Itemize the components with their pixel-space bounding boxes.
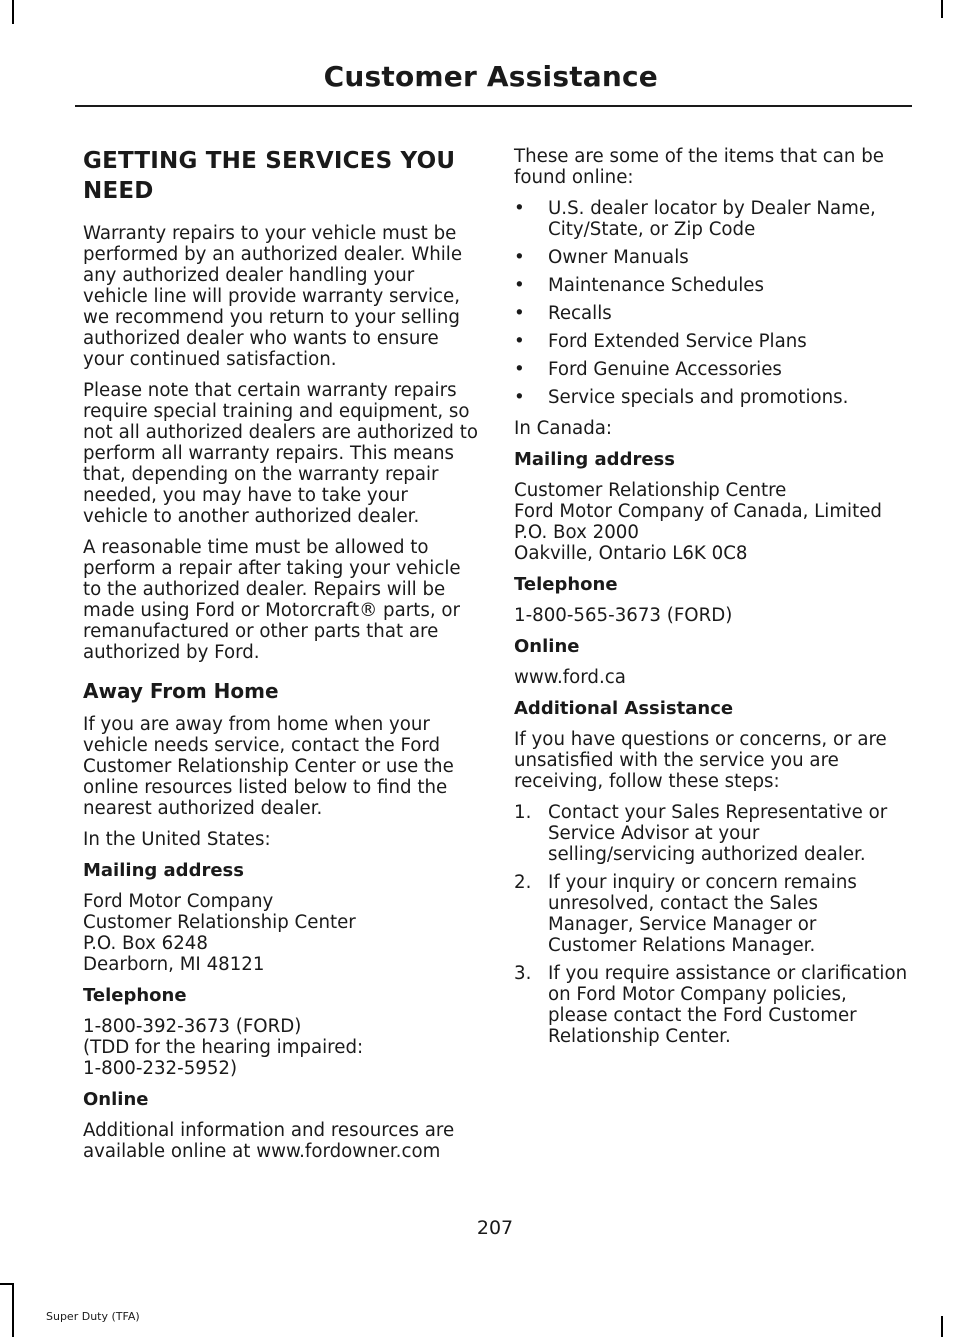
address-line: Ford Motor Company of Canada, Limited <box>514 501 882 522</box>
left-column <box>83 146 478 1172</box>
paragraph: A reasonable time must be allowed to perform a repair after taking your vehicle to the authorized dealer. Repairs will be made using Ford or Motorcraft® parts, or remanufactured or other parts that are authorized by Ford. <box>83 537 461 663</box>
bullet-mark: • <box>514 331 525 352</box>
list-item <box>514 303 909 324</box>
paragraph: If you have questions or concerns, or are unsatisfied with the service you are receiving, follow these steps: <box>514 729 887 792</box>
bullet-mark: • <box>514 359 525 380</box>
mailing-heading: Mailing address <box>514 449 675 470</box>
address-line: Customer Relationship Centre <box>514 480 787 501</box>
crop-mark-bottom-left-h <box>0 1283 14 1285</box>
online-url: www.ford.ca <box>514 667 626 688</box>
list-item <box>514 387 909 408</box>
step-item <box>514 872 909 956</box>
paragraph: Warranty repairs to your vehicle must be performed by an authorized dealer. While any authorized dealer handling your vehicle line will provide warranty service, we recommend you return to your selling authorized dealer who wants to ensure your continued satisfaction. <box>83 223 463 370</box>
step-number: 2. <box>514 872 532 893</box>
bullet-mark: • <box>514 275 525 296</box>
list-item-text: U.S. dealer locator by Dealer Name, City/State, or Zip Code <box>548 198 876 240</box>
online-heading: Online <box>83 1089 149 1110</box>
step-text: Contact your Sales Representative or Service Advisor at your selling/servicing authorized dealer. <box>548 802 888 865</box>
telephone-heading: Telephone <box>514 574 618 595</box>
right-column <box>514 146 909 1057</box>
step-text: If your inquiry or concern remains unresolved, contact the Sales Manager, Service Manager or Customer Relations Manager. <box>548 872 857 956</box>
address-line: Customer Relationship Center <box>83 912 356 933</box>
address-line: Dearborn, MI 48121 <box>83 954 265 975</box>
telephone-line: 1-800-232-5952) <box>83 1058 238 1079</box>
paragraph: If you are away from home when your vehicle needs service, contact the Ford Customer Relationship Center or use the online resources listed below to find the nearest authorized dealer. <box>83 714 454 819</box>
mailing-heading: Mailing address <box>83 860 244 881</box>
list-item-text: Recalls <box>548 303 612 324</box>
bullet-mark: • <box>514 387 525 408</box>
telephone-number: 1-800-565-3673 (FORD) <box>514 605 733 626</box>
mailing-address <box>83 891 478 975</box>
header-rule <box>75 105 912 107</box>
mailing-address <box>514 480 909 564</box>
list-item <box>514 247 909 268</box>
step-item <box>514 802 909 865</box>
telephone-numbers <box>83 1016 478 1079</box>
telephone-line: (TDD for the hearing impaired: <box>83 1037 364 1058</box>
paragraph: In Canada: <box>514 418 613 439</box>
bullet-mark: • <box>514 198 525 219</box>
crop-mark-bottom-left <box>12 1283 14 1337</box>
step-text: If you require assistance or clarification on Ford Motor Company policies, please contact the Ford Customer Relationship Center. <box>548 963 908 1047</box>
list-item <box>514 359 909 380</box>
online-items-list <box>514 198 909 408</box>
address-line: Oakville, Ontario L6K 0C8 <box>514 543 748 564</box>
subsection-heading: Away From Home <box>83 679 279 703</box>
list-item <box>514 331 909 352</box>
list-item <box>514 198 909 240</box>
bullet-mark: • <box>514 303 525 324</box>
list-item-text: Ford Extended Service Plans <box>548 331 807 352</box>
list-item-text: Maintenance Schedules <box>548 275 764 296</box>
paragraph: In the United States: <box>83 829 271 850</box>
list-item-text: Service specials and promotions. <box>548 387 849 408</box>
online-text: Additional information and resources are available online at www.fordowner.com <box>83 1120 455 1162</box>
crop-mark-top-left <box>12 0 14 24</box>
bullet-mark: • <box>514 247 525 268</box>
paragraph: These are some of the items that can be found online: <box>514 146 884 188</box>
address-line: P.O. Box 2000 <box>514 522 639 543</box>
online-heading: Online <box>514 636 580 657</box>
crop-mark-top-right <box>941 0 943 18</box>
paragraph: Please note that certain warranty repairs require special training and equipment, so not all authorized dealers are authorized to perform all warranty repairs. This means that, depending on the warranty repair needed, you may have to take your vehicle to another authorized dealer. <box>83 380 479 527</box>
address-line: Ford Motor Company <box>83 891 274 912</box>
crop-mark-bottom-right <box>941 1316 943 1337</box>
assistance-heading: Additional Assistance <box>514 698 734 719</box>
page-number: 207 <box>476 1217 514 1239</box>
telephone-line: 1-800-392-3673 (FORD) <box>83 1016 302 1037</box>
steps-list <box>514 802 909 1047</box>
step-number: 3. <box>514 963 532 984</box>
footer-model: Super Duty (TFA) <box>46 1310 140 1323</box>
step-number: 1. <box>514 802 532 823</box>
list-item-text: Ford Genuine Accessories <box>548 359 782 380</box>
step-item <box>514 963 909 1047</box>
list-item-text: Owner Manuals <box>548 247 689 268</box>
list-item <box>514 275 909 296</box>
page-header-title: Customer Assistance <box>323 60 658 93</box>
telephone-heading: Telephone <box>83 985 187 1006</box>
address-line: P.O. Box 6248 <box>83 933 208 954</box>
section-heading: GETTING THE SERVICES YOU NEED <box>83 148 456 204</box>
